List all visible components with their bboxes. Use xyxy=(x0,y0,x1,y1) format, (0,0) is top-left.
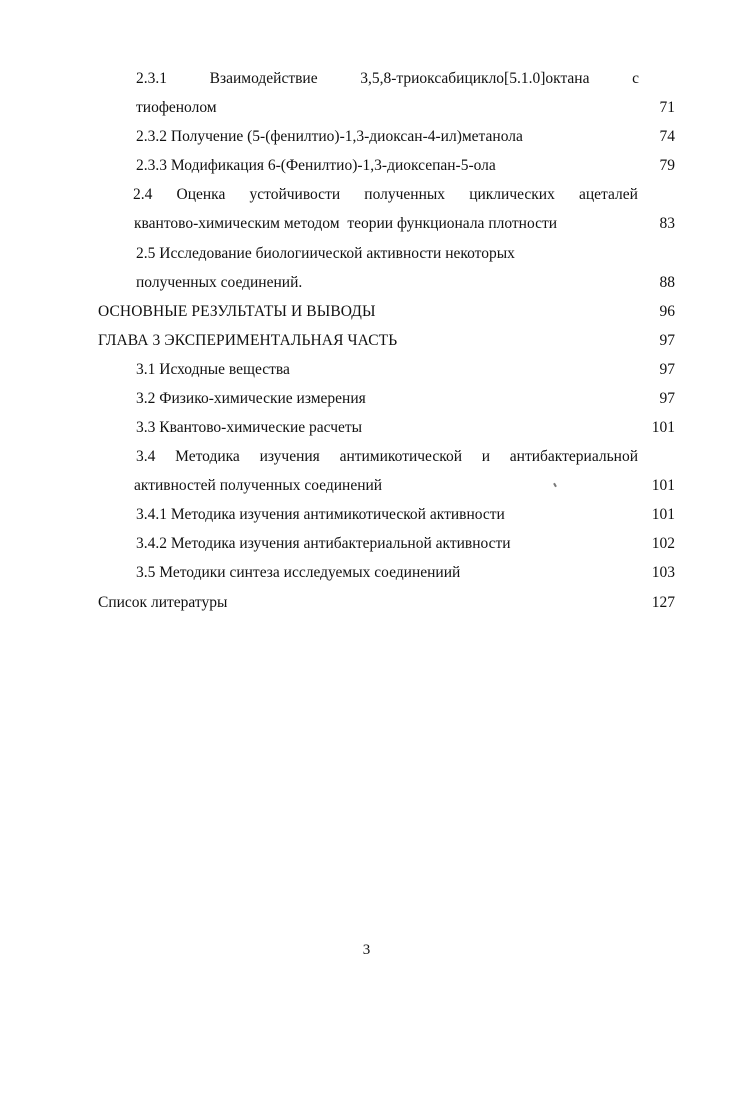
toc-word: 2.3.1 xyxy=(136,70,167,87)
toc-page-number: 127 xyxy=(651,594,675,611)
toc-page-number: 102 xyxy=(651,535,675,552)
toc-entry-3-4-1: 3.4.1 Методика изучения антимикотической активности xyxy=(136,506,505,523)
toc-page-number: 71 xyxy=(659,99,675,116)
toc-word: Оценка xyxy=(176,186,226,203)
toc-word: циклических xyxy=(469,186,555,203)
toc-page-number: 74 xyxy=(659,128,675,145)
toc-entry-2-3-3: 2.3.3 Модификация 6-(Фенилтио)-1,3-диоксепан-5-ола xyxy=(136,157,496,174)
toc-page-number: 79 xyxy=(659,157,675,174)
toc-page-number: 101 xyxy=(651,506,675,523)
toc-word: 2.4 xyxy=(133,186,153,203)
toc-entry-2-3-1-line2: тиофенолом xyxy=(136,99,217,116)
toc-page-number: 88 xyxy=(659,274,675,291)
toc-word: Методика xyxy=(175,448,240,465)
toc-entry-2-5-line2: полученных соединений. xyxy=(136,274,303,291)
toc-word: 3.4 xyxy=(136,448,156,465)
toc-entry-3-2: 3.2 Физико-химические измерения xyxy=(136,390,366,407)
toc-entry-2-3-2: 2.3.2 Получение (5-(фенилтио)-1,3-диоксан-4-ил)метанола xyxy=(136,128,523,145)
toc-page-number: 97 xyxy=(659,332,675,349)
toc-word: и xyxy=(481,448,491,465)
toc-entry-3-4-line2: активностей полученных соединений xyxy=(134,477,383,494)
toc-entry-2-3-1-line1 xyxy=(136,70,639,88)
toc-word: антимикотической xyxy=(339,448,462,465)
toc-page-number: 83 xyxy=(659,215,675,232)
toc-word: изучения xyxy=(259,448,320,465)
toc-entry-references: Список литературы xyxy=(98,594,228,611)
toc-word: устойчивости xyxy=(249,186,341,203)
scan-speck xyxy=(553,483,557,487)
toc-page-number: 103 xyxy=(651,564,675,581)
toc-entry-2-5-line1: 2.5 Исследование биологиической активности некоторых xyxy=(136,245,515,262)
toc-entry-3-5: 3.5 Методики синтеза исследуемых соединениий xyxy=(136,564,461,581)
toc-entry-results: ОСНОВНЫЕ РЕЗУЛЬТАТЫ И ВЫВОДЫ xyxy=(98,303,376,320)
toc-entry-3-4-line1 xyxy=(136,448,638,466)
toc-page-number: 97 xyxy=(659,361,675,378)
toc-entry-2-4-line1 xyxy=(133,186,638,204)
toc-word: Взаимодействие xyxy=(209,70,318,87)
page-number: 3 xyxy=(362,942,371,958)
toc-word: ацеталей xyxy=(579,186,638,203)
toc-entry-3-1: 3.1 Исходные вещества xyxy=(136,361,290,378)
toc-page-number: 96 xyxy=(659,303,675,320)
toc-word: полученных xyxy=(364,186,446,203)
toc-page-number: 97 xyxy=(659,390,675,407)
toc-entry-chapter-3: ГЛАВА 3 ЭКСПЕРИМЕНТАЛЬНАЯ ЧАСТЬ xyxy=(98,332,398,349)
toc-page-number: 101 xyxy=(651,419,675,436)
toc-page-number: 101 xyxy=(651,477,675,494)
toc-entry-3-4-2: 3.4.2 Методика изучения антибактериальной активности xyxy=(136,535,511,552)
toc-word: 3,5,8-триоксабицикло[5.1.0]октана xyxy=(360,70,590,87)
toc-word: с xyxy=(632,70,639,87)
toc-entry-3-3: 3.3 Квантово-химические расчеты xyxy=(136,419,363,436)
toc-entry-2-4-line2: квантово-химическим методом теории функционала плотности xyxy=(134,215,558,232)
toc-word: антибактериальной xyxy=(509,448,638,465)
